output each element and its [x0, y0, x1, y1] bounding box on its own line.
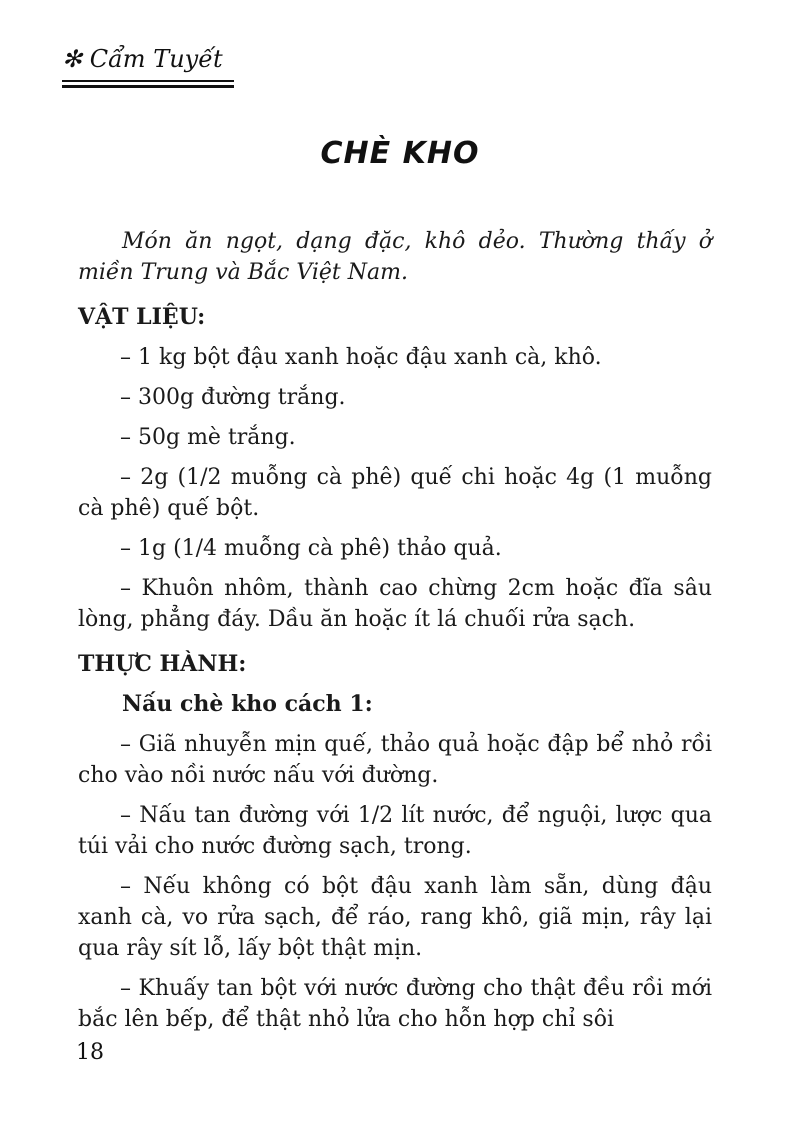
- header-rule-top: [62, 80, 234, 82]
- running-head-text: ✻ Cẩm Tuyết: [62, 45, 223, 73]
- material-item: – 2g (1/2 muỗng cà phê) quế chi hoặc 4g (1 muỗng cà phê) quế bột.: [78, 465, 712, 521]
- page-number: 18: [76, 1040, 104, 1065]
- material-item: – Khuôn nhôm, thành cao chừng 2cm hoặc đĩa sâu lòng, phẳng đáy. Dầu ăn hoặc ít lá chuối rửa sạch.: [78, 576, 712, 632]
- header-rule-bottom: [62, 85, 234, 88]
- running-header: [62, 44, 234, 88]
- materials-heading: VẬT LIỆU:: [78, 304, 206, 330]
- material-item: – 300g đường trắng.: [120, 385, 346, 410]
- material-item: – 50g mè trắng.: [120, 425, 296, 450]
- method-step: – Giã nhuyễn mịn quế, thảo quả hoặc đập bể nhỏ rồi cho vào nồi nước nấu với đường.: [78, 732, 712, 788]
- method-heading: THỰC HÀNH:: [78, 651, 247, 677]
- material-item: – 1g (1/4 muỗng cà phê) thảo quả.: [120, 536, 502, 561]
- page-title: CHÈ KHO: [320, 136, 480, 171]
- method-step: – Nấu tan đường với 1/2 lít nước, để nguội, lược qua túi vải cho nước đường sạch, trong.: [78, 803, 712, 859]
- recipe-body: [78, 226, 712, 1044]
- method-subheading: Nấu chè kho cách 1:: [122, 691, 373, 717]
- method-step: – Nếu không có bột đậu xanh làm sẵn, dùng đậu xanh cà, vo rửa sạch, để ráo, rang khô, giã mịn, rây lại qua rây sít lỗ, lấy bột thật mịn.: [78, 874, 712, 961]
- method-step: – Khuấy tan bột với nước đường cho thật đều rồi mới bắc lên bếp, để thật nhỏ lửa cho hỗn hợp chỉ sôi: [78, 976, 712, 1032]
- intro-paragraph: Món ăn ngọt, dạng đặc, khô dẻo. Thường thấy ở miền Trung và Bắc Việt Nam.: [78, 229, 712, 285]
- material-item: – 1 kg bột đậu xanh hoặc đậu xanh cà, khô.: [120, 345, 602, 370]
